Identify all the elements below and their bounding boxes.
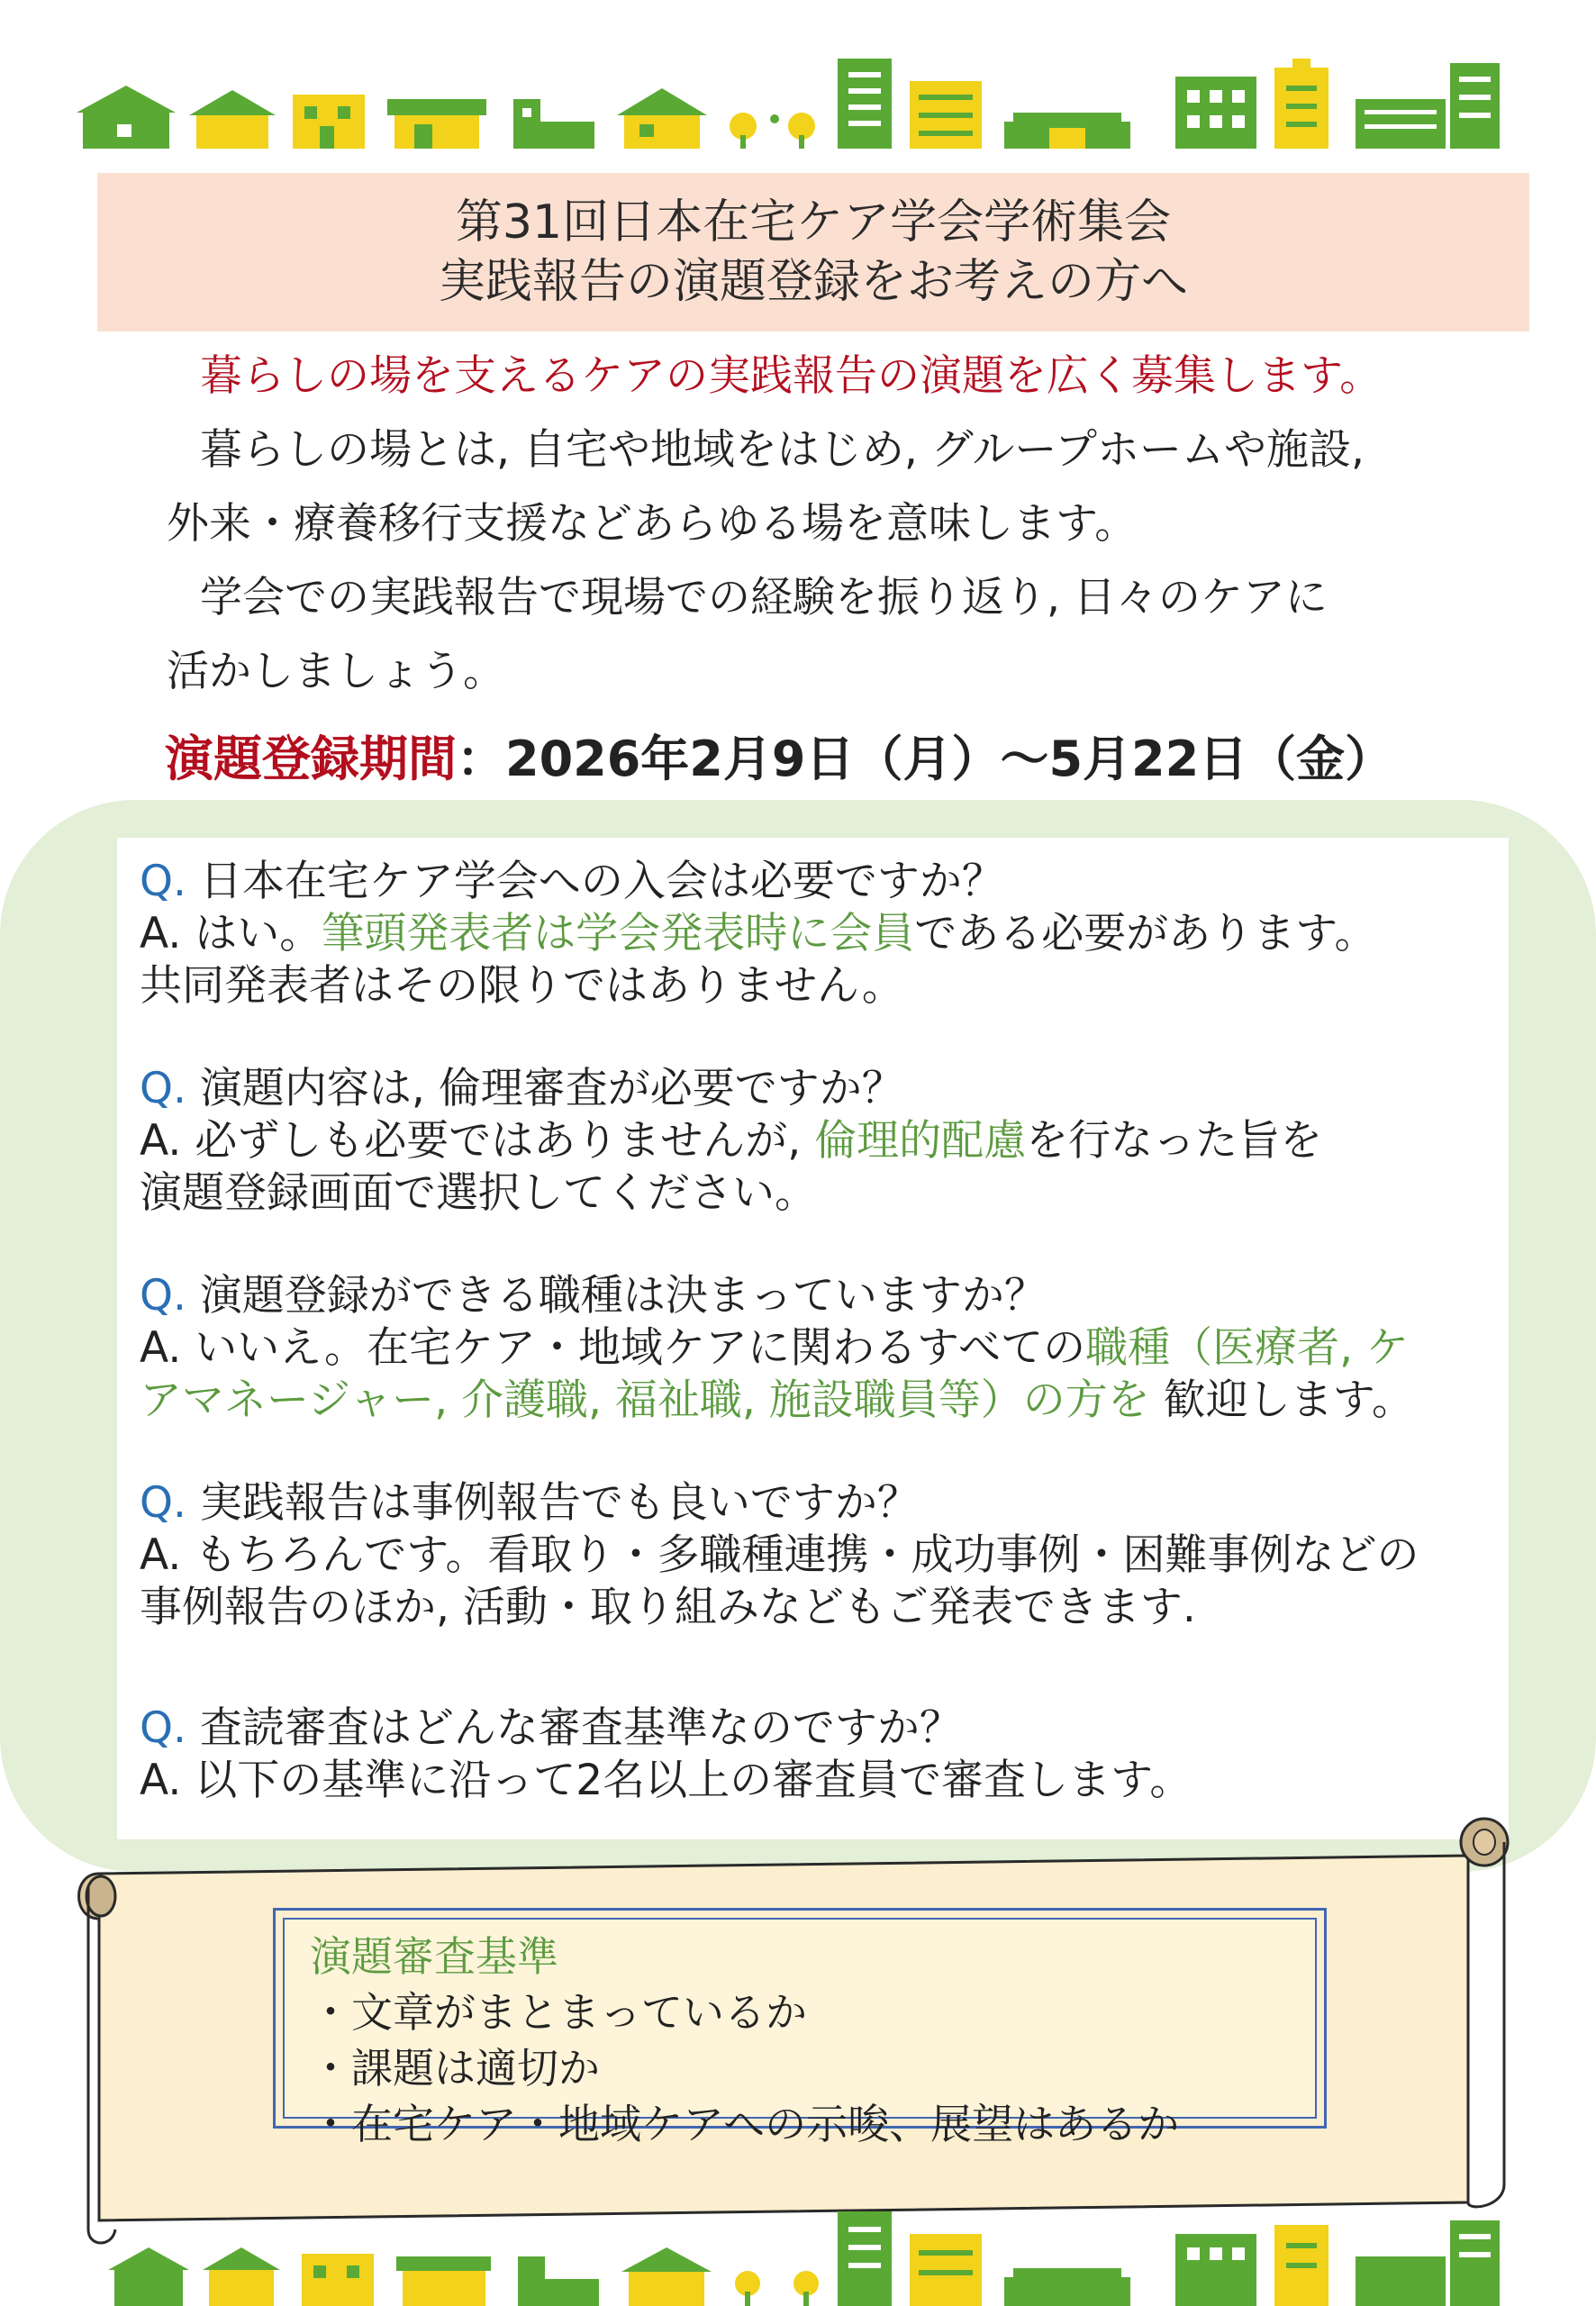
tree-icon bbox=[735, 2271, 819, 2306]
criteria-item: ・文章がまとまっているか bbox=[310, 1988, 807, 2037]
tree-icon bbox=[730, 113, 815, 149]
garage-icon bbox=[1004, 2268, 1130, 2306]
faq-answer-line2: 演題登録画面で選択してください。 bbox=[140, 1168, 817, 1218]
building-icon bbox=[838, 59, 892, 149]
building-icon bbox=[1175, 2234, 1256, 2306]
house-icon bbox=[203, 2247, 280, 2306]
faq-answer-line2: 共同発表者はその限りではありません。 bbox=[140, 961, 904, 1011]
house-icon bbox=[108, 2247, 189, 2306]
q-marker: Q. bbox=[140, 1271, 186, 1321]
intro-p1-line2: 外来・療養移行支援などあらゆる場を意味します。 bbox=[167, 499, 1138, 549]
criteria-title: 演題審査基準 bbox=[310, 1932, 558, 1981]
shop-icon bbox=[396, 2256, 491, 2306]
q-marker: Q. bbox=[140, 1478, 186, 1528]
intro-p1-line1: 暮らしの場とは, 自宅や地域をはじめ, グループホームや施設, bbox=[200, 425, 1365, 475]
faq-item bbox=[140, 1477, 1509, 1634]
building-icon bbox=[1274, 2225, 1328, 2306]
title-line-1: 第31回日本在宅ケア学会学術集会 bbox=[455, 195, 1172, 250]
house-icon bbox=[621, 2247, 712, 2306]
a-marker: A. bbox=[140, 1530, 182, 1580]
faq-question: Q. 実践報告は事例報告でも良いですか？ bbox=[140, 1478, 920, 1528]
building-icon bbox=[1356, 2220, 1500, 2306]
building-icon bbox=[1175, 77, 1256, 149]
faq-answer: A. 必ずしも必要ではありませんが, 倫理的配慮を行なった旨を bbox=[140, 1116, 1323, 1166]
criteria-item: ・在宅ケア・地域ケアへの示唆、展望はあるか bbox=[310, 2100, 1180, 2148]
criteria-box bbox=[273, 1908, 1327, 2148]
building-icon bbox=[293, 95, 365, 149]
house-icon bbox=[77, 86, 176, 149]
faq-answer: A. もちろんです。看取り・多職種連携・成功事例・困難事例などの bbox=[140, 1530, 1419, 1580]
factory-icon bbox=[513, 99, 594, 149]
building-icon bbox=[838, 2211, 892, 2306]
faq-answer: A. 以下の基準に沿って2名以上の審査員で審査します。 bbox=[140, 1756, 1192, 1805]
submission-period bbox=[165, 721, 1393, 790]
q-marker: Q. bbox=[140, 857, 186, 906]
intro-p2-line2: 活かしましょう。 bbox=[167, 647, 505, 696]
garage-icon bbox=[1004, 113, 1130, 149]
faq-item bbox=[140, 1063, 1509, 1220]
q-marker: Q. bbox=[140, 1703, 186, 1753]
faq-question: Q. 査読審査はどんな審査基準なのですか？ bbox=[140, 1703, 962, 1753]
period-value: ：2026年2月9日（月）～5月22日（金） bbox=[457, 731, 1394, 787]
faq-item bbox=[140, 1270, 1509, 1427]
building-icon bbox=[302, 2254, 374, 2306]
period-label: 演題登録期間 bbox=[165, 731, 457, 787]
title-box bbox=[97, 173, 1529, 331]
town-illustration-bottom bbox=[0, 2198, 1596, 2306]
criteria-item: ・課題は適切か bbox=[310, 2044, 600, 2093]
intro-p2-line1: 学会での実践報告で現場での経験を振り返り, 日々のケアに bbox=[200, 573, 1328, 622]
building-icon bbox=[910, 81, 982, 149]
house-icon bbox=[617, 88, 707, 149]
q-marker: Q. bbox=[140, 1064, 186, 1113]
faq-answer-line2: アマネージャー, 介護職, 福祉職, 施設職員等）の方を 歓迎します。 bbox=[140, 1375, 1414, 1425]
faq-answer-line2: 事例報告のほか, 活動・取り組みなどもご発表できます. bbox=[140, 1583, 1196, 1632]
criteria-inner bbox=[283, 1918, 1317, 2148]
a-marker: A. bbox=[140, 909, 182, 958]
town-illustration-top bbox=[0, 36, 1596, 171]
house-icon bbox=[189, 90, 276, 149]
faq-question: Q. 演題登録ができる職種は決まっていますか？ bbox=[140, 1271, 1047, 1321]
faq-answer: A. はい。筆頭発表者は学会発表時に会員である必要があります。 bbox=[140, 909, 1377, 958]
factory-icon bbox=[518, 2256, 599, 2306]
building-icon bbox=[1274, 59, 1328, 149]
a-marker: A. bbox=[140, 1756, 182, 1805]
faq-item bbox=[140, 1702, 1509, 1807]
shop-icon bbox=[387, 99, 486, 149]
building-icon bbox=[910, 2234, 982, 2306]
a-marker: A. bbox=[140, 1116, 182, 1166]
title-line-2: 実践報告の演題登録をお考えの方へ bbox=[438, 255, 1188, 309]
faq-item bbox=[140, 856, 1509, 1012]
faq-question: Q. 日本在宅ケア学会への入会は必要ですか？ bbox=[140, 857, 1004, 906]
faq-answer: A. いいえ。在宅ケア・地域ケアに関わるすべての職種（医療者, ケ bbox=[140, 1323, 1409, 1373]
faq-question: Q. 演題内容は, 倫理審査が必要ですか？ bbox=[140, 1064, 904, 1113]
a-marker: A. bbox=[140, 1323, 182, 1373]
building-icon bbox=[1356, 63, 1500, 149]
intro-headline: 暮らしの場を支えるケアの実践報告の演題を広く募集します。 bbox=[200, 351, 1383, 401]
